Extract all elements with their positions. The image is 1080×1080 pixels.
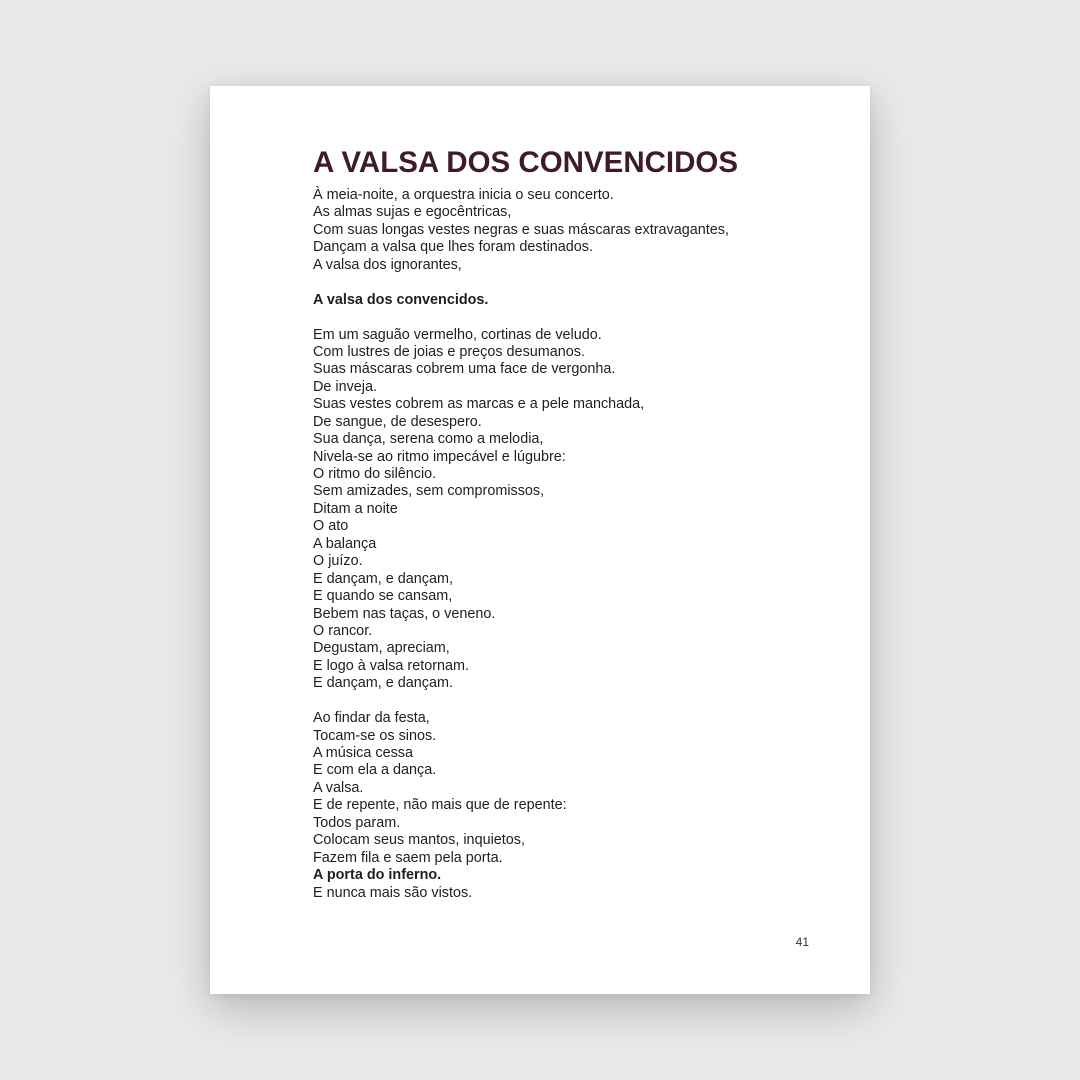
poem-line: A porta do inferno. bbox=[313, 867, 442, 884]
poem-line: Com suas longas vestes negras e suas máscaras extravagantes, bbox=[313, 221, 729, 238]
poem-line: E logo à valsa retornam. bbox=[313, 657, 469, 674]
page-content bbox=[313, 144, 833, 902]
poem-line: Fazem fila e saem pela porta. bbox=[313, 849, 503, 866]
poem-line: E nunca mais são vistos. bbox=[313, 884, 473, 901]
poem-line: E dançam, e dançam, bbox=[313, 570, 453, 587]
poem-line: Todos param. bbox=[313, 814, 401, 831]
poem-line: A valsa dos ignorantes, bbox=[313, 256, 462, 273]
poem-line: E de repente, não mais que de repente: bbox=[313, 797, 567, 814]
poem-line: A valsa. bbox=[313, 779, 364, 796]
poem-line: Suas vestes cobrem as marcas e a pele manchada, bbox=[313, 396, 645, 413]
poem-line: Sua dança, serena como a melodia, bbox=[313, 431, 544, 448]
poem-line: As almas sujas e egocêntricas, bbox=[313, 204, 512, 221]
poem-line: A valsa dos convencidos. bbox=[313, 291, 489, 308]
page-number: 41 bbox=[795, 935, 809, 949]
poem-line: E quando se cansam, bbox=[313, 588, 453, 605]
poem-line: A música cessa bbox=[313, 745, 413, 761]
poem-line: Com lustres de joias e preços desumanos. bbox=[313, 343, 585, 360]
poem-line: E com ela a dança. bbox=[313, 762, 437, 779]
stanza-break bbox=[313, 274, 833, 291]
poem-line: Dançam a valsa que lhes foram destinados. bbox=[313, 239, 593, 256]
poem-line: Degustam, apreciam, bbox=[313, 640, 450, 657]
book-page bbox=[210, 86, 870, 994]
poem-line: O rancor. bbox=[313, 622, 373, 639]
stanza-break bbox=[313, 693, 833, 710]
poem-line: Ao findar da festa, bbox=[313, 710, 430, 727]
poem-line: Nivela-se ao ritmo impecável e lúgubre: bbox=[313, 448, 566, 465]
poem-line: Ditam a noite bbox=[313, 500, 398, 517]
poem-title: A VALSA DOS CONVENCIDOS bbox=[313, 146, 739, 179]
poem-line: O juízo. bbox=[313, 553, 363, 570]
poem-line: Bebem nas taças, o veneno. bbox=[313, 605, 496, 622]
poem-line: De inveja. bbox=[313, 378, 377, 395]
stanza-break bbox=[313, 309, 833, 326]
poem-line: Colocam seus mantos, inquietos, bbox=[313, 832, 525, 849]
poem-line: Sem amizades, sem compromissos, bbox=[313, 483, 545, 500]
poem-line: De sangue, de desespero. bbox=[313, 413, 482, 430]
poem-body bbox=[313, 187, 833, 902]
poem-line: À meia-noite, a orquestra inicia o seu concerto. bbox=[313, 187, 614, 203]
poem-line: E dançam, e dançam. bbox=[313, 675, 453, 692]
poem-line: O ritmo do silêncio. bbox=[313, 466, 437, 482]
poem-line: Tocam-se os sinos. bbox=[313, 727, 437, 744]
poem-line: A balança bbox=[313, 535, 377, 552]
poem-line: Em um saguão vermelho, cortinas de veludo. bbox=[313, 326, 602, 343]
poem-line: Suas máscaras cobrem uma face de vergonha. bbox=[313, 361, 616, 378]
poem-line: O ato bbox=[313, 518, 349, 535]
